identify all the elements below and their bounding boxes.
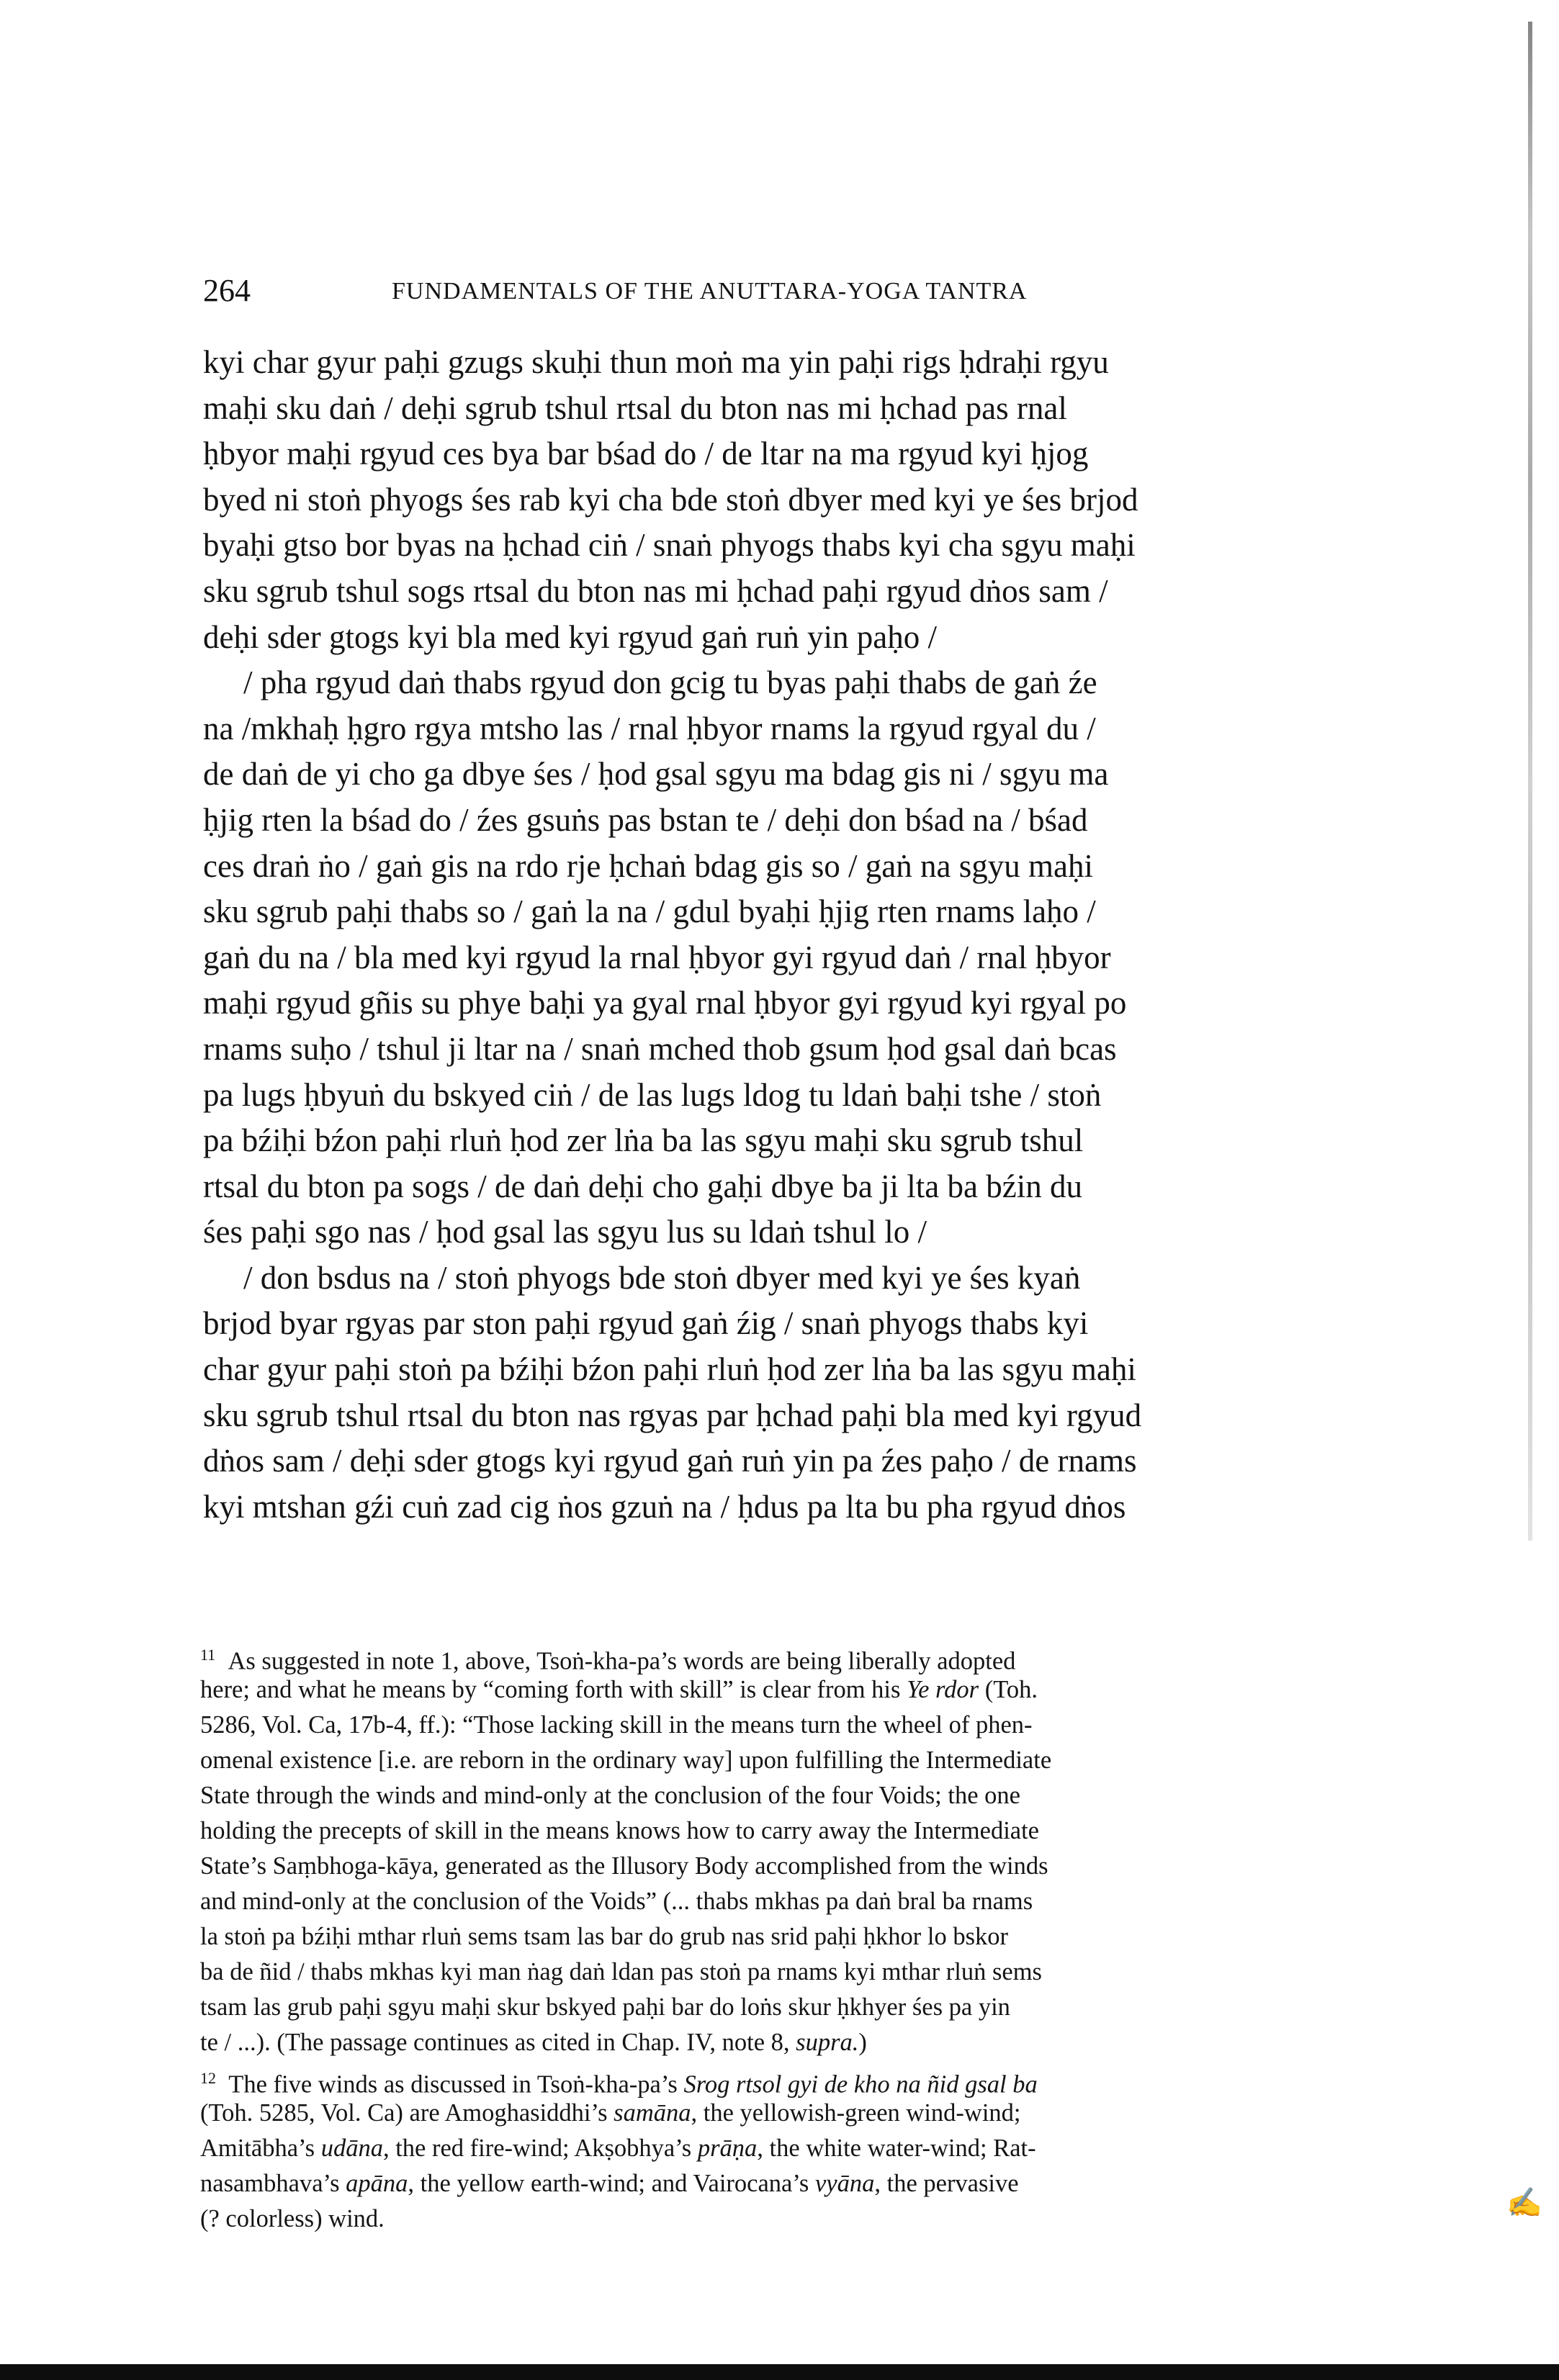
footnote-text: , the yellowish-green wind-wind; bbox=[691, 2099, 1021, 2127]
text-line: de daṅ de yi cho ga dbye śes / ḥod gsal sgyu ma bdag gis ni / sgyu ma bbox=[203, 756, 1109, 793]
footnote-text: , the white water-wind; Rat- bbox=[757, 2135, 1036, 2162]
footnote-marker: 12 bbox=[200, 2069, 216, 2087]
text-line: sku sgrub tshul sogs rtsal du bton nas mi ḥchad paḥi rgyud dṅos sam / bbox=[203, 572, 1108, 609]
footnote-marker: 11 bbox=[200, 1646, 216, 1664]
footnote-11-line bbox=[200, 2025, 1360, 2060]
text-line: na /mkhaḥ ḥgro rgya mtsho las / rnal ḥbyor rnams la rgyud rgyal du / bbox=[203, 710, 1096, 747]
text-line: ḥbyor maḥi rgyud ces bya bar bśad do / de ltar na ma rgyud kyi ḥjog bbox=[203, 436, 1089, 472]
footnote-italic: apāna bbox=[346, 2170, 408, 2197]
text-line: ces draṅ ṅo / gaṅ gis na rdo rje ḥchaṅ bdag gis so / gaṅ na sgyu maḥi bbox=[203, 847, 1093, 884]
footnote-text: ) bbox=[858, 2029, 867, 2056]
footnote-11-line: State through the winds and mind-only at the conclusion of the four Voids; the one bbox=[200, 1782, 1020, 1809]
footnote-11-line bbox=[200, 1672, 1360, 1708]
footnote-italic: supra. bbox=[796, 2029, 859, 2056]
main-text bbox=[203, 340, 1355, 1530]
text-line: sku sgrub tshul rtsal du bton nas rgyas par ḥchad paḥi bla med kyi rgyud bbox=[203, 1397, 1142, 1433]
footnote-11-line bbox=[200, 1637, 1360, 1675]
text-line: sku sgrub paḥi thabs so / gaṅ la na / gdul byaḥi ḥjig rten rnams laḥo / bbox=[203, 893, 1096, 930]
text-line: kyi char gyur paḥi gzugs skuḥi thun moṅ ma yin paḥi rigs ḥdraḥi rgyu bbox=[203, 344, 1109, 380]
text-line: / don bsdus na / stoṅ phyogs bde stoṅ dbyer med kyi ye śes kyaṅ bbox=[243, 1259, 1081, 1296]
text-line: rnams suḥo / tshul ji ltar na / snaṅ mched thob gsum ḥod gsal daṅ bcas bbox=[203, 1030, 1117, 1067]
footnote-12-line bbox=[200, 2131, 1360, 2166]
text-line: byed ni stoṅ phyogs śes rab kyi cha bde stoṅ dbyer med kyi ye śes brjod bbox=[203, 481, 1138, 518]
scan-edge-bottom bbox=[0, 2364, 1559, 2380]
text-line: / pha rgyud daṅ thabs rgyud don gcig tu byas paḥi thabs de gaṅ źe bbox=[243, 664, 1097, 701]
footnote-text: here; and what he means by “coming forth with skill” is clear from his bbox=[200, 1676, 901, 1703]
pen-mark-icon: ✍ bbox=[1506, 2186, 1542, 2219]
text-line: pa lugs ḥbyuṅ du bskyed ciṅ / de las lugs ldog tu ldaṅ baḥi tshe / stoṅ bbox=[203, 1076, 1102, 1113]
footnotes bbox=[200, 1637, 1360, 2237]
footnote-11-line: omenal existence [i.e. are reborn in the ordinary way] upon fulfilling the Intermediate bbox=[200, 1746, 1052, 1774]
footnote-text: The five winds as discussed in Tsoṅ-kha-pa’s bbox=[228, 2070, 678, 2099]
footnote-italic: Srog rtsol gyi de kho na ñid gsal ba bbox=[683, 2070, 1038, 2099]
footnote-11-line: State’s Saṃbhoga-kāya, generated as the Illusory Body accomplished from the winds bbox=[200, 1852, 1048, 1880]
text-line: char gyur paḥi stoṅ pa bźiḥi bźon paḥi rluṅ ḥod zer lṅa ba las sgyu maḥi bbox=[203, 1351, 1136, 1388]
footnote-11-line: and mind-only at the conclusion of the Voids” (... thabs mkhas pa daṅ bral ba rnams bbox=[200, 1888, 1033, 1915]
footnote-11-line: tsam las grub paḥi sgyu maḥi skur bskyed paḥi bar do loṅs skur ḥkhyer śes pa yin bbox=[200, 1993, 1010, 2021]
text-line: kyi mtshan gźi cuṅ zad cig ṅos gzuṅ na / ḥdus pa lta bu pha rgyud dṅos bbox=[203, 1488, 1126, 1525]
footnote-text: te / ...). (The passage continues as cited in Chap. IV, note 8, bbox=[200, 2029, 790, 2056]
footnote-italic: Ye rdor bbox=[907, 1676, 979, 1703]
footnote-italic: udāna bbox=[320, 2135, 383, 2162]
footnote-12-line bbox=[200, 2096, 1360, 2131]
footnote-12-line bbox=[200, 2060, 1360, 2099]
footnote-11-line: ba de ñid / thabs mkhas kyi man ṅag daṅ ldan pas stoṅ pa rnams kyi mthar rluṅ sems bbox=[200, 1958, 1042, 1985]
text-line: maḥi sku daṅ / deḥi sgrub tshul rtsal du bton nas mi ḥchad pas rnal bbox=[203, 389, 1067, 426]
running-head: FUNDAMENTALS OF THE ANUTTARA-YOGA TANTRA bbox=[392, 278, 1028, 305]
text-line: pa bźiḥi bźon paḥi rluṅ ḥod zer lṅa ba las sgyu maḥi sku sgrub tshul bbox=[203, 1122, 1084, 1159]
footnote-italic: prāṇa bbox=[697, 2135, 758, 2162]
footnote-text: nasambhava’s bbox=[200, 2170, 340, 2197]
footnote-text: (Toh. 5285, Vol. Ca) are Amoghasiddhi’s bbox=[200, 2099, 608, 2127]
text-line: gaṅ du na / bla med kyi rgyud la rnal ḥbyor gyi rgyud daṅ / rnal ḥbyor bbox=[203, 939, 1111, 975]
footnote-12-line bbox=[200, 2166, 1360, 2201]
page-number: 264 bbox=[203, 273, 251, 308]
footnote-text: As suggested in note 1, above, Tsoṅ-kha-pa’s words are being liberally adopted bbox=[228, 1647, 1016, 1675]
footnote-text: , the yellow earth-wind; and Vairocana’s bbox=[408, 2170, 809, 2197]
text-line: dṅos sam / deḥi sder gtogs kyi rgyud gaṅ ruṅ yin pa źes paḥo / de rnams bbox=[203, 1443, 1137, 1479]
footnote-italic: samāna bbox=[614, 2099, 691, 2127]
footnote-text: Amitābha’s bbox=[200, 2135, 315, 2162]
footnote-text: , the red fire-wind; Akṣobhya’s bbox=[382, 2135, 692, 2162]
text-line: deḥi sder gtogs kyi bla med kyi rgyud gaṅ ruṅ yin paḥo / bbox=[203, 618, 938, 655]
footnote-italic: vyāna bbox=[814, 2170, 875, 2197]
text-line: ḥjig rten la bśad do / źes gsuṅs pas bstan te / deḥi don bśad na / bśad bbox=[203, 801, 1088, 838]
text-line: brjod byar rgyas par ston paḥi rgyud gaṅ źig / snaṅ phyogs thabs kyi bbox=[203, 1305, 1089, 1342]
footnote-11-line: la stoṅ pa bźiḥi mthar rluṅ sems tsam las bar do grub nas srid paḥi ḥkhor lo bskor bbox=[200, 1923, 1009, 1950]
footnote-text: (Toh. bbox=[984, 1676, 1038, 1703]
footnote-text: , the pervasive bbox=[874, 2170, 1019, 2197]
text-line: rtsal du bton pa sogs / de daṅ deḥi cho gaḥi dbye ba ji lta ba bźin du bbox=[203, 1168, 1082, 1204]
scan-edge-right bbox=[1528, 22, 1532, 1541]
footnote-11-line: holding the precepts of skill in the means knows how to carry away the Intermediate bbox=[200, 1817, 1039, 1844]
page-header bbox=[203, 272, 1341, 315]
text-line: maḥi rgyud gñis su phye baḥi ya gyal rnal ḥbyor gyi rgyud kyi rgyal po bbox=[203, 985, 1127, 1022]
footnote-11-line: 5286, Vol. Ca, 17b-4, ff.): “Those lacking skill in the means turn the wheel of phen- bbox=[200, 1711, 1033, 1739]
footnote-12-line: (? colorless) wind. bbox=[200, 2205, 385, 2232]
text-line: byaḥi gtso bor byas na ḥchad ciṅ / snaṅ phyogs thabs kyi cha sgyu maḥi bbox=[203, 527, 1136, 564]
text-line: śes paḥi sgo nas / ḥod gsal las sgyu lus su ldaṅ tshul lo / bbox=[203, 1214, 927, 1250]
